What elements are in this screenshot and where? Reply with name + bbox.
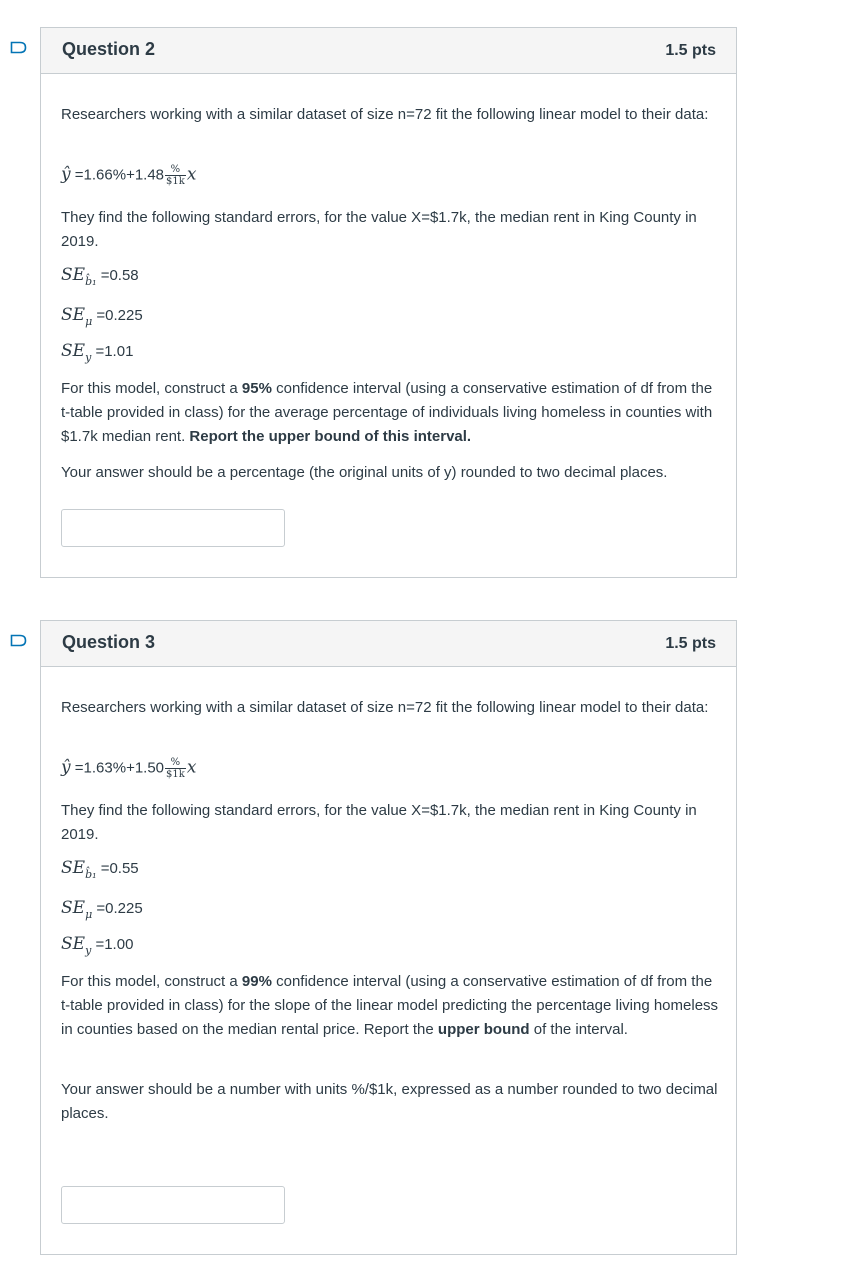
question-header [41, 621, 736, 667]
task-part: For this model, construct a [61, 380, 242, 397]
task-bold: upper bound [437, 1021, 530, 1038]
question-3 [40, 620, 737, 1255]
question-points: 1.5 pts [665, 635, 716, 652]
task-part: For this model, construct a [61, 973, 242, 990]
flag-question-icon[interactable] [10, 634, 27, 647]
question-title: Question 2 [62, 39, 156, 59]
task-part: of the interval. [529, 1021, 628, 1038]
model-rhs: =1.66%+1.48 [74, 166, 165, 184]
task-part: confidence interval (using a conservative estimation of df from the t-table provided in class) for the average percentage of individuals living homeless in counties with $1.7k median rent. [61, 380, 713, 445]
se-value: =0.55 [100, 860, 139, 877]
fraction-numerator: % [165, 164, 186, 176]
se-value: =1.01 [95, 343, 134, 360]
se-value: =0.225 [96, 307, 143, 324]
se-subscript: y [85, 351, 92, 364]
y-hat: ŷ [61, 164, 71, 185]
se-y-line [61, 934, 134, 957]
question-intro: Researchers working with a similar dataset of size n=72 fit the following linear model to their data: [61, 699, 709, 716]
model-variable: x [186, 164, 197, 185]
se-b1-line [61, 265, 139, 288]
task-text [61, 377, 721, 449]
task-part: confidence interval (using a conservative estimation of df from the t-table provided in class) for the slope of the linear model predicting the percentage living homeless in counties based on the median rental price. Report the [61, 973, 719, 1038]
se-mu-line [61, 898, 143, 921]
model-equation [61, 757, 196, 780]
se-value: =0.225 [96, 900, 143, 917]
y-hat: ŷ [61, 757, 71, 778]
question-points: 1.5 pts [665, 42, 716, 59]
answer-note: Your answer should be a percentage (the original units of y) rounded to two decimal places. [61, 464, 668, 481]
answer-input[interactable] [61, 509, 285, 547]
se-label: SE [61, 934, 86, 954]
model-variable: x [186, 757, 197, 778]
se-label: SE [61, 341, 86, 361]
task-text [61, 970, 721, 1042]
question-title: Question 3 [62, 632, 156, 652]
units-fraction [165, 164, 186, 187]
se-label: SE [61, 858, 86, 878]
se-label: SE [61, 265, 86, 285]
answer-input[interactable] [61, 1186, 285, 1224]
se-subscript: μ [85, 908, 93, 921]
se-label: SE [61, 898, 86, 918]
question-header [41, 28, 736, 74]
se-subscript: y [85, 944, 92, 957]
se-label: SE [61, 305, 86, 325]
units-fraction [165, 757, 186, 780]
answer-note: Your answer should be a number with units %/$1k, expressed as a number rounded to two decimal places. [61, 1081, 718, 1122]
model-equation [61, 164, 196, 187]
se-value: =1.00 [95, 936, 134, 953]
fraction-denominator: $1k [166, 769, 185, 780]
question-2 [40, 27, 737, 578]
se-subscript: b̂₁ [85, 868, 97, 881]
se-mu-line [61, 305, 143, 328]
fraction-denominator: $1k [166, 176, 185, 187]
flag-question-icon[interactable] [10, 41, 27, 54]
se-subscript: b̂₁ [85, 275, 97, 288]
se-value: =0.58 [100, 267, 139, 284]
se-intro: They find the following standard errors, for the value X=$1.7k, the median rent in King County in 2019. [61, 802, 697, 843]
se-subscript: μ [85, 315, 93, 328]
se-b1-line [61, 858, 139, 881]
task-bold: Report the upper bound of this interval. [189, 428, 472, 445]
task-bold: 99% [241, 973, 272, 990]
task-bold: 95% [241, 380, 272, 397]
question-intro: Researchers working with a similar dataset of size n=72 fit the following linear model to their data: [61, 106, 709, 123]
model-rhs: =1.63%+1.50 [74, 759, 165, 777]
fraction-numerator: % [165, 757, 186, 769]
se-intro: They find the following standard errors, for the value X=$1.7k, the median rent in King County in 2019. [61, 209, 697, 250]
se-y-line [61, 341, 134, 364]
